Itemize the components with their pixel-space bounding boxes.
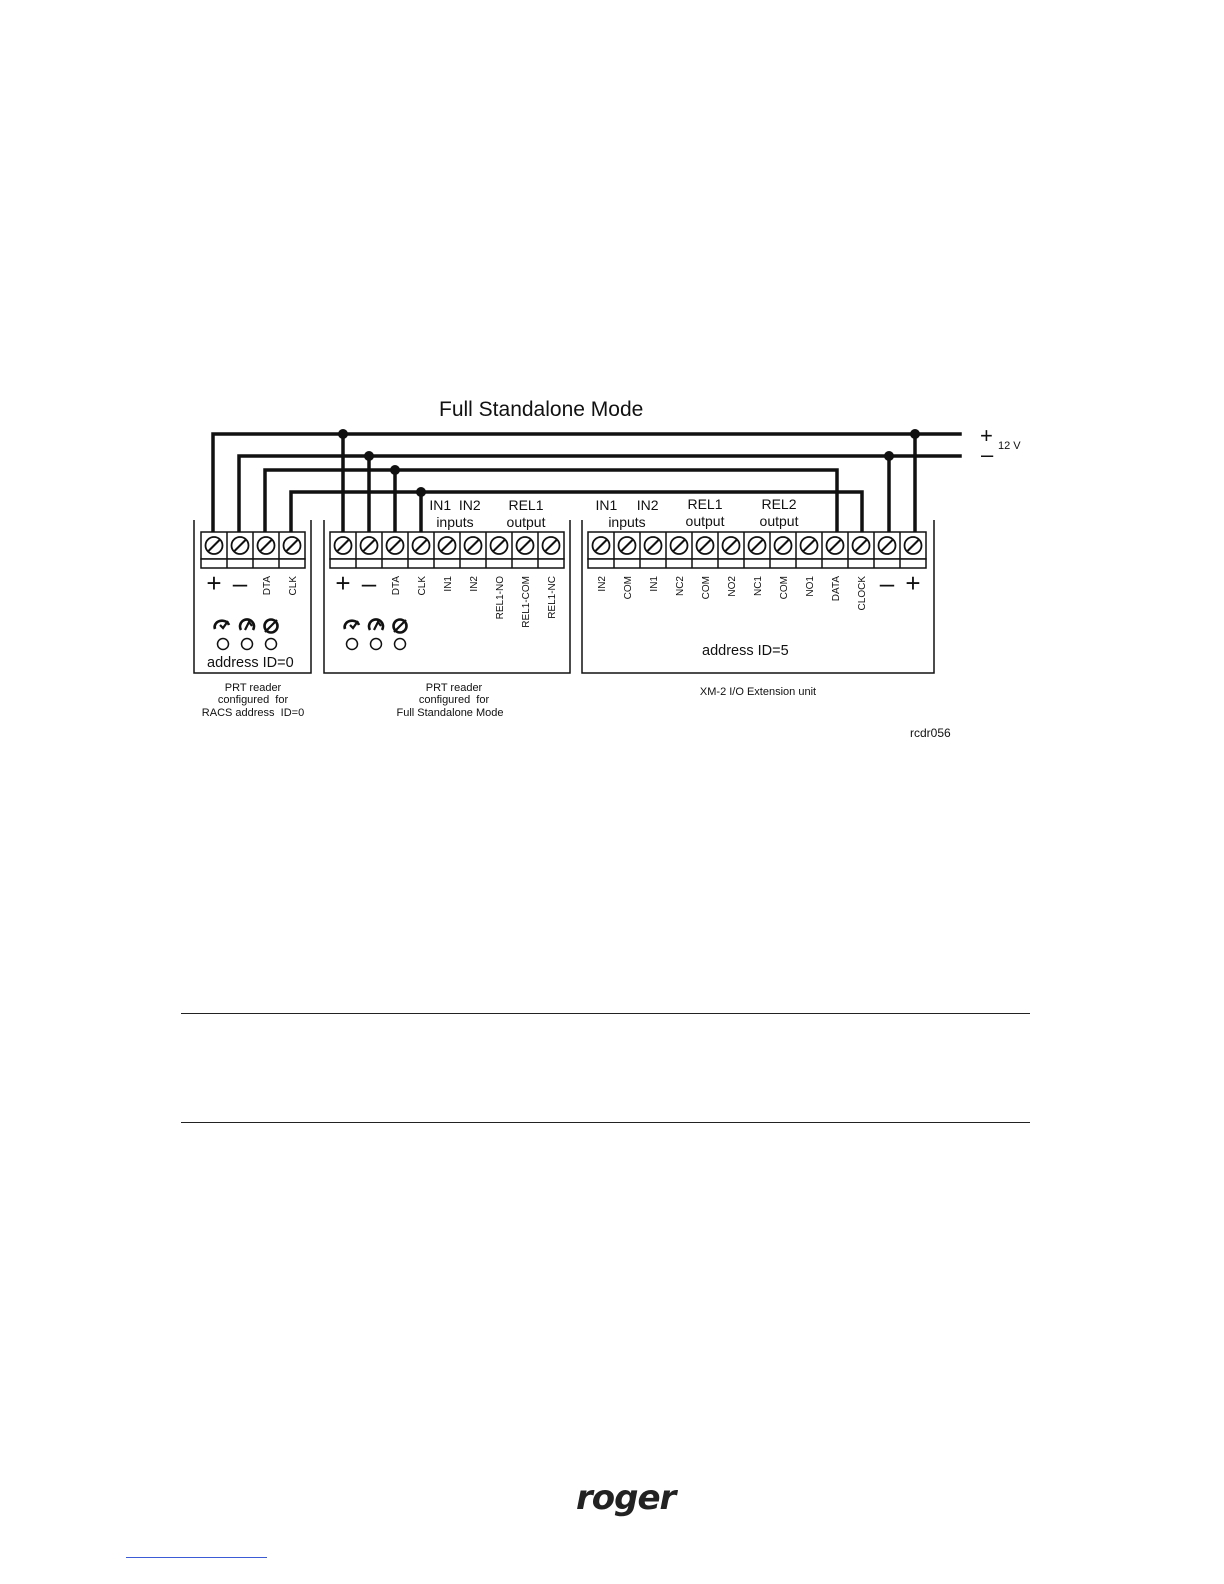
terminal-label-minus: – (879, 568, 895, 598)
terminal-label: IN2 (469, 576, 480, 592)
junction-dot (416, 487, 426, 497)
group-label-inputs-line1: IN1 IN2 (429, 497, 481, 513)
terminal-label-minus: – (361, 568, 377, 598)
reader-b-led-group (345, 619, 407, 649)
led-open (242, 639, 253, 650)
led-ok (218, 639, 229, 650)
group-label-rel1-line1: REL1 (687, 496, 723, 512)
separator-line-top (181, 1013, 1030, 1014)
screw-terminal-icon (387, 537, 404, 554)
screw-terminal-icon (723, 537, 740, 554)
terminal-label: DTA (391, 576, 402, 596)
footer-link-underline[interactable] (126, 1557, 267, 1558)
caption-line: configured for (217, 694, 289, 706)
wire-minus-bus (239, 456, 960, 534)
screw-terminal-icon (775, 537, 792, 554)
led-icon-open (240, 619, 254, 630)
screw-terminal-icon (517, 537, 534, 554)
caption-line: PRT reader (224, 682, 282, 694)
led-icon-denied (394, 620, 407, 633)
reader-b-terminal-strip (330, 532, 564, 568)
supply-plus-label: + (980, 423, 993, 448)
reader-a-terminal-strip (201, 532, 305, 568)
terminal-label: REL1-NC (547, 576, 558, 619)
xm2-caption: XM-2 I/O Extension unit (699, 686, 817, 698)
junction-dot (364, 451, 374, 461)
terminal-label: DATA (831, 576, 842, 602)
terminal-label: CLK (417, 576, 428, 596)
group-label-inputs-line1: IN1 IN2 (595, 497, 659, 513)
led-icon-denied (265, 620, 278, 633)
terminal-label: NC1 (753, 576, 764, 597)
junction-dot (910, 429, 920, 439)
junction-dot (338, 429, 348, 439)
screw-terminal-icon (284, 537, 301, 554)
terminal-label: IN1 (649, 576, 660, 592)
terminal-label: REL1-COM (521, 576, 532, 628)
xm2-terminal-strip (588, 532, 926, 568)
screw-terminal-icon (827, 537, 844, 554)
screw-terminal-icon (671, 537, 688, 554)
wire-plus-bus (213, 434, 960, 534)
screw-terminal-icon (232, 537, 249, 554)
terminal-label: COM (623, 576, 634, 600)
terminal-label: IN2 (597, 576, 608, 592)
screw-terminal-icon (335, 537, 352, 554)
caption-line: Full Standalone Mode (396, 707, 504, 719)
caption-line: RACS address ID=0 (201, 707, 305, 719)
group-label-rel2-line1: REL2 (761, 496, 797, 512)
terminal-label: IN1 (443, 576, 454, 592)
reader-a-led-group (215, 619, 278, 649)
group-label-rel1-line2: output (506, 514, 546, 530)
screw-terminal-icon (413, 537, 430, 554)
screw-terminal-icon (258, 537, 275, 554)
screw-terminal-icon (749, 537, 766, 554)
separator-line-bottom (181, 1122, 1030, 1123)
reader-a-address: address ID=0 (207, 655, 294, 671)
junction-dot (390, 465, 400, 475)
led-icon-ok (345, 621, 359, 629)
screw-terminal-icon (619, 537, 636, 554)
screw-terminal-icon (206, 537, 223, 554)
terminal-label-plus: + (206, 568, 222, 598)
terminal-label: DTA (262, 576, 273, 596)
led-open (371, 639, 382, 650)
led-denied (395, 639, 406, 650)
reader-b-group-labels (429, 497, 545, 530)
group-label-rel1-line2: output (685, 513, 725, 529)
caption-line: PRT reader (425, 682, 483, 694)
group-label-rel1-line1: REL1 (508, 497, 544, 513)
terminal-label: COM (779, 576, 790, 600)
junction-dot (884, 451, 894, 461)
group-label-inputs-line2: inputs (608, 514, 646, 530)
xm2-terminal-labels (597, 568, 921, 610)
reader-b-terminal-labels (335, 568, 558, 628)
terminal-base (588, 559, 926, 568)
roger-logo: roger (576, 1478, 676, 1518)
caption-line: configured for (418, 694, 490, 706)
diagram-title: Full Standalone Mode (439, 398, 644, 421)
screw-terminal-icon (645, 537, 662, 554)
group-label-rel2-line2: output (759, 513, 799, 529)
bus-wires (213, 434, 960, 534)
screw-terminal-icon (853, 537, 870, 554)
screw-terminal-icon (697, 537, 714, 554)
figure-id: rcdr056 (910, 726, 951, 740)
screw-terminal-icon (543, 537, 560, 554)
terminal-label: NO2 (727, 576, 738, 597)
xm2-group-labels (595, 496, 798, 530)
group-label-inputs-line2: inputs (436, 514, 474, 530)
screw-terminal-icon (465, 537, 482, 554)
reader-a-terminal-labels (206, 568, 299, 598)
led-icon-open (369, 619, 383, 630)
led-ok (347, 639, 358, 650)
terminal-label: COM (701, 576, 712, 600)
supply-minus-label: – (981, 442, 994, 467)
terminal-label-plus: + (335, 568, 351, 598)
supply-voltage-label: 12 V (998, 440, 1021, 452)
screw-terminal-icon (361, 537, 378, 554)
reader-a-caption (202, 682, 304, 719)
terminal-label-minus: – (232, 568, 248, 598)
terminal-label: NO1 (805, 576, 816, 597)
terminal-label: REL1-NO (495, 576, 506, 620)
led-denied (266, 639, 277, 650)
xm2-address: address ID=5 (702, 643, 789, 659)
junction-dots (338, 429, 920, 497)
terminal-base (330, 559, 564, 568)
screw-terminal-icon (905, 537, 922, 554)
screw-terminal-icon (879, 537, 896, 554)
screw-terminal-icon (801, 537, 818, 554)
screw-terminal-icon (593, 537, 610, 554)
wire-data-bus (265, 470, 837, 534)
reader-b-caption (396, 682, 503, 719)
screw-terminal-icon (491, 537, 508, 554)
terminal-label-plus: + (905, 568, 921, 598)
terminal-label: NC2 (675, 576, 686, 597)
terminal-label: CLOCK (857, 576, 868, 611)
terminal-label: CLK (288, 576, 299, 596)
led-icon-ok (215, 621, 229, 629)
screw-terminal-icon (439, 537, 456, 554)
